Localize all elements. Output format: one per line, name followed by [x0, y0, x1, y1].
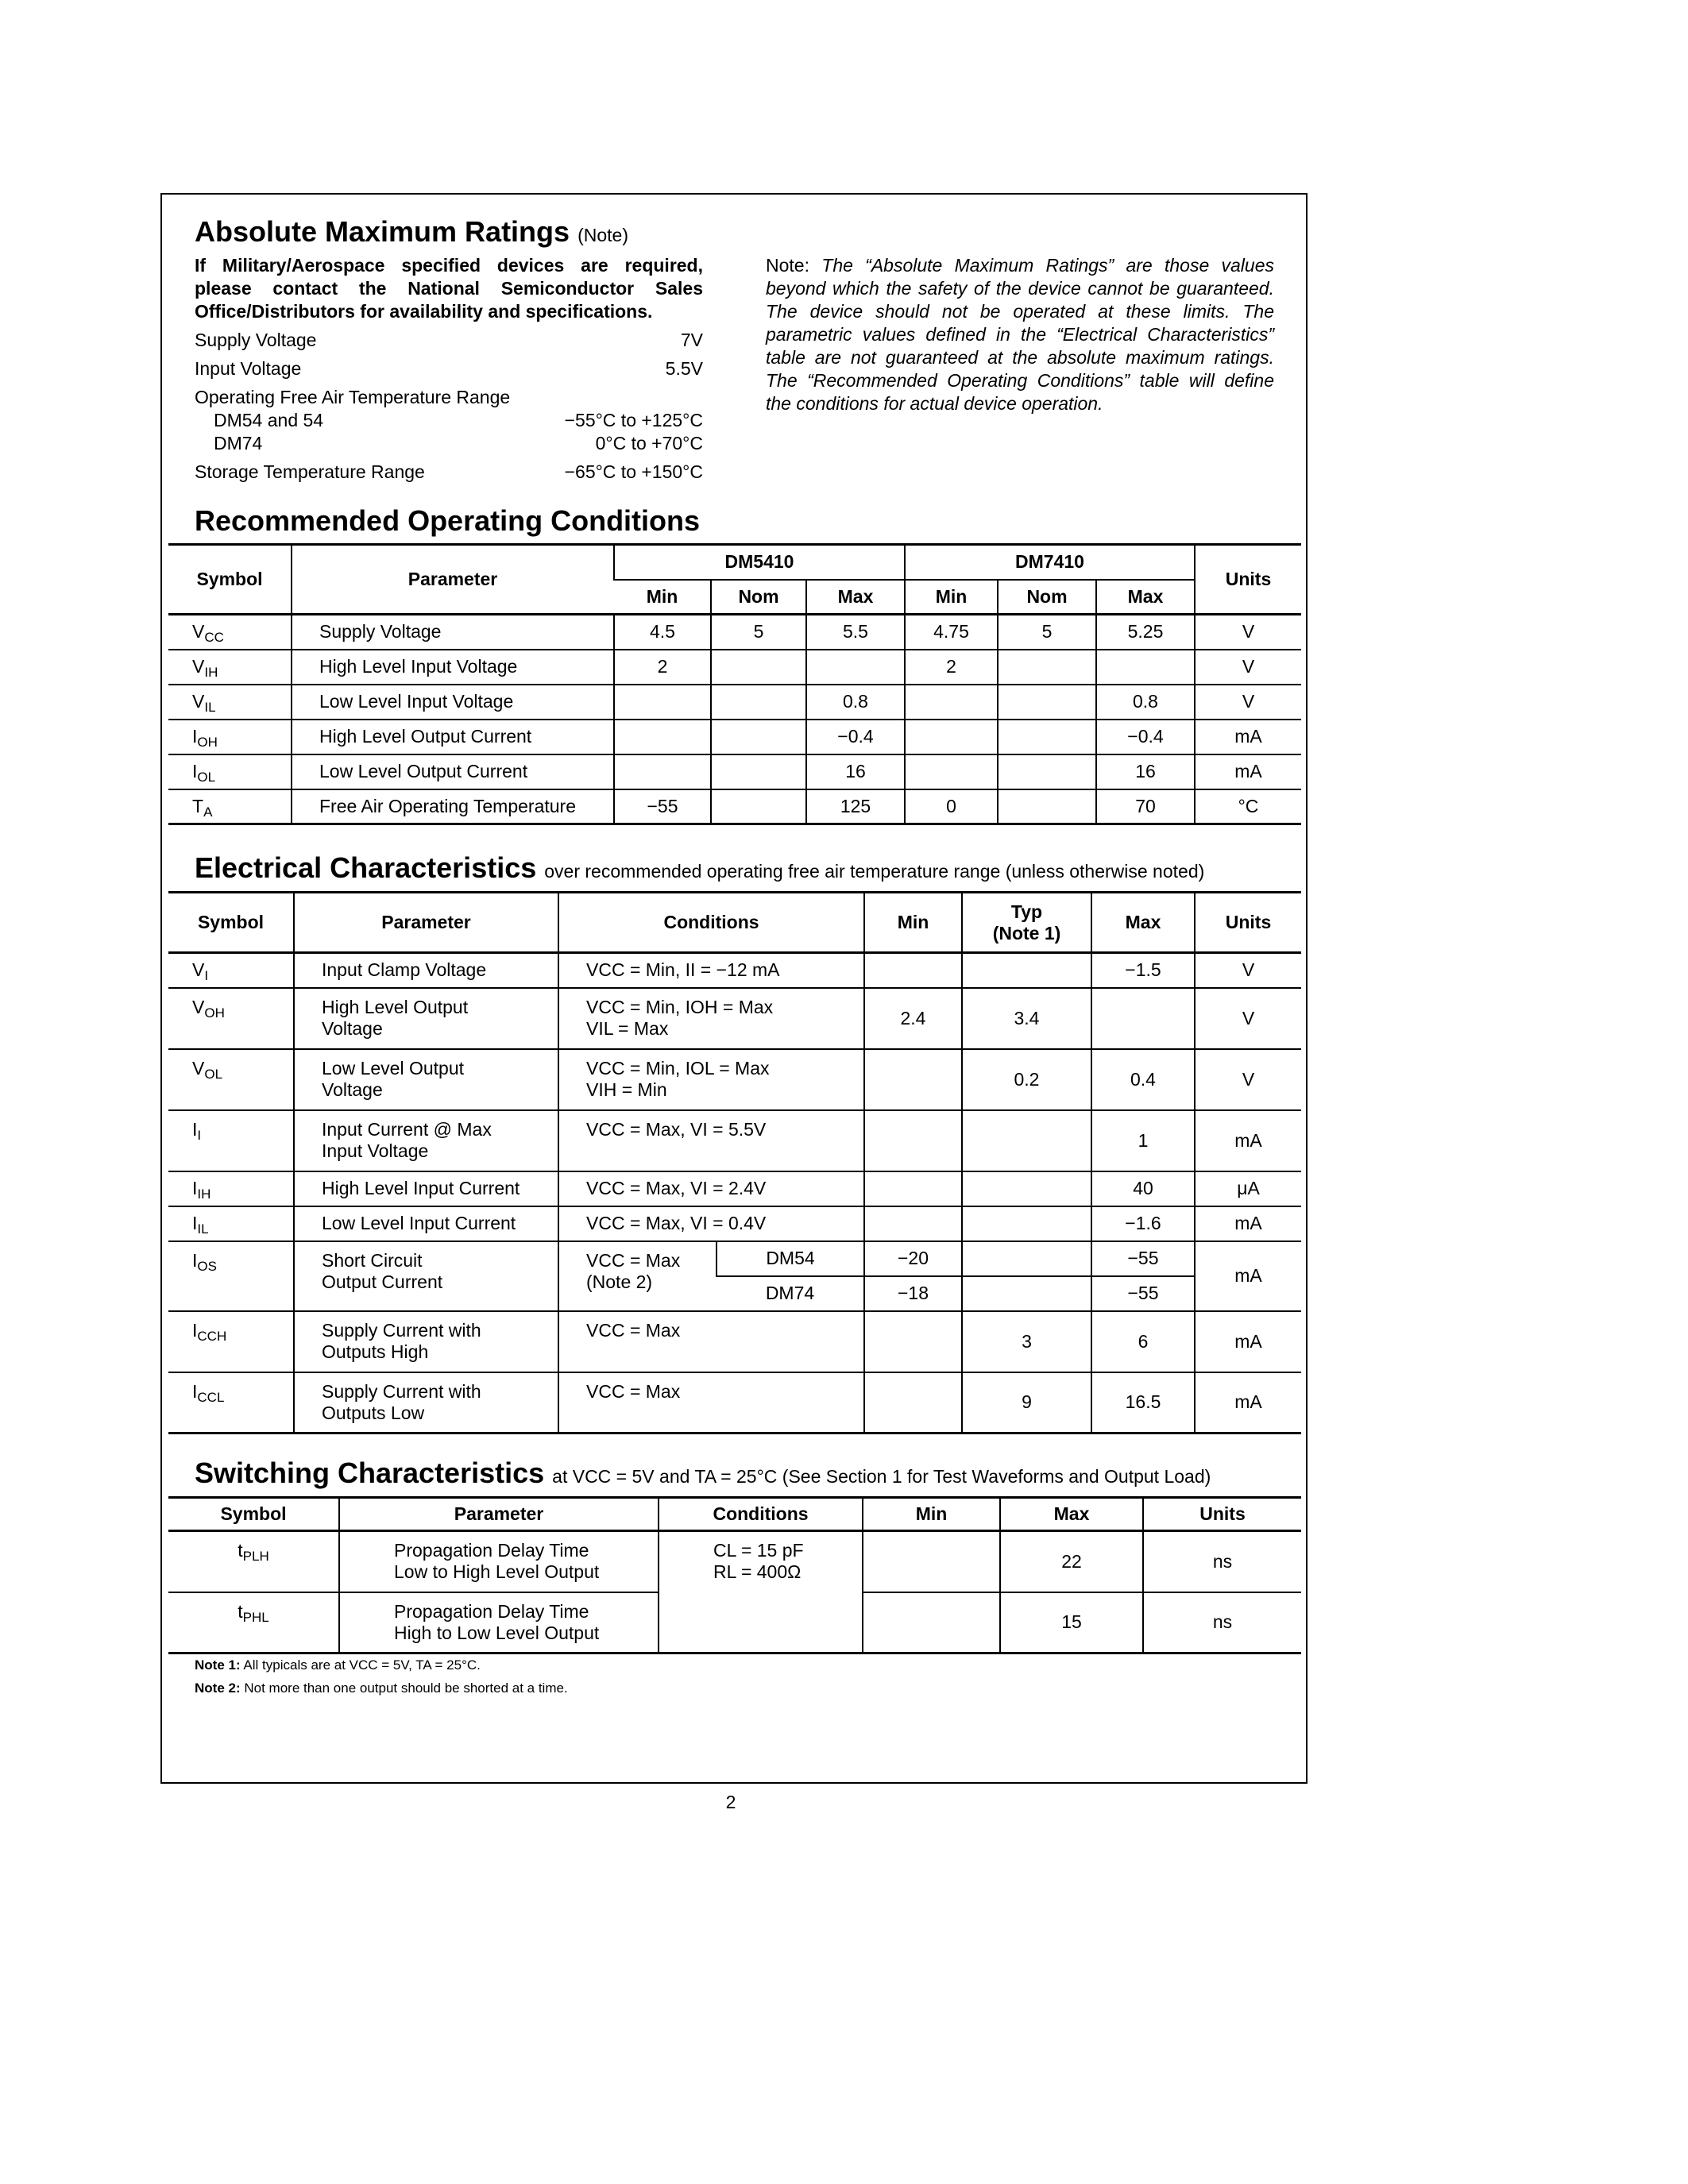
- abs-max-title-text: Absolute Maximum Ratings: [195, 215, 570, 248]
- value-cell: [998, 685, 1096, 720]
- symbol: V: [192, 1057, 205, 1078]
- typ-label: Typ: [1010, 901, 1043, 922]
- symbol: I: [192, 1319, 198, 1341]
- roc-header-nom: Nom: [711, 580, 806, 615]
- value-cell: [998, 720, 1096, 754]
- value-cell: [962, 953, 1091, 988]
- value-cell: 5: [998, 615, 1096, 650]
- value-cell: −0.4: [1096, 720, 1195, 754]
- abs-max-note: [766, 254, 1274, 415]
- param-line: Short Circuit: [322, 1249, 423, 1271]
- ec-header-typ: [962, 893, 1091, 953]
- value-cell: [962, 1206, 1091, 1241]
- device-cell: DM54: [717, 1241, 864, 1276]
- value-cell: [864, 1171, 962, 1206]
- cond-cell: VCC = Max: [558, 1311, 864, 1372]
- symbol: V: [192, 691, 205, 712]
- military-notice: If Military/Aerospace specified devices are required, please contact the National Semiconductor Sales Office/Distributors for availability and specifications.: [195, 255, 703, 322]
- ec-row-voh: [168, 988, 1301, 1049]
- typ-note: (Note 1): [992, 922, 1061, 943]
- rating-label: DM74: [214, 433, 263, 453]
- symbol-sub: CC: [204, 630, 224, 646]
- symbol-cell: [168, 789, 292, 824]
- value-cell: [614, 720, 711, 754]
- cond-line: VCC = Max: [586, 1249, 681, 1271]
- value-cell: 2: [905, 650, 998, 685]
- ec-header-conditions: Conditions: [558, 893, 864, 953]
- symbol-cell: [168, 988, 294, 1049]
- value-cell: [905, 754, 998, 789]
- symbol-cell: [168, 754, 292, 789]
- value-cell: 0.2: [962, 1049, 1091, 1110]
- value-cell: 3.4: [962, 988, 1091, 1049]
- value-cell: [962, 1241, 1091, 1276]
- rating-operating-temp: [195, 386, 703, 409]
- value-cell: −20: [864, 1241, 962, 1276]
- symbol-sub: CCH: [197, 1328, 227, 1344]
- param-cell: Supply Voltage: [292, 615, 614, 650]
- sw-header-symbol: Symbol: [168, 1498, 339, 1531]
- symbol-sub: I: [204, 968, 209, 984]
- sw-title: [195, 1457, 1211, 1492]
- ec-row-icch: [168, 1311, 1301, 1372]
- value-cell: 2: [614, 650, 711, 685]
- symbol: V: [192, 996, 205, 1017]
- cond-line: VCC = Min, IOH = Max: [586, 996, 774, 1017]
- symbol-sub: IH: [204, 665, 218, 680]
- value-cell: 16: [806, 754, 905, 789]
- roc-header-max: Max: [806, 580, 905, 615]
- symbol-cell: [168, 1171, 294, 1206]
- cond-line: CL = 15 pF: [713, 1540, 804, 1561]
- note-label: Note 1:: [195, 1657, 241, 1673]
- param-cell: [294, 1110, 558, 1171]
- value-cell: [711, 789, 806, 824]
- ec-title-text: Electrical Characteristics: [195, 851, 537, 884]
- symbol-sub: CCL: [197, 1389, 225, 1405]
- param-line: High to Low Level Output: [394, 1622, 600, 1643]
- ec-table: [168, 891, 1301, 1434]
- symbol-sub: OH: [197, 735, 218, 750]
- rating-storage-temp: [195, 461, 703, 484]
- symbol-cell: [168, 650, 292, 685]
- cond-line: VIL = Max: [586, 1017, 669, 1039]
- value-cell: [1091, 988, 1195, 1049]
- symbol-sub: OH: [204, 1005, 225, 1021]
- param-line: Low to High Level Output: [394, 1561, 600, 1582]
- value-cell: −55: [614, 789, 711, 824]
- param-cell: [294, 1049, 558, 1110]
- symbol-cell: [168, 1241, 294, 1311]
- sw-subtitle: at VCC = 5V and TA = 25°C (See Section 1 for Test Waveforms and Output Load): [552, 1466, 1211, 1487]
- value-cell: −18: [864, 1276, 962, 1311]
- note-label: Note 2:: [195, 1680, 241, 1696]
- symbol-cell: [168, 720, 292, 754]
- param-cell: [294, 1372, 558, 1433]
- cond-cell: [558, 1241, 717, 1311]
- value-cell: [864, 1372, 962, 1433]
- roc-header-min: Min: [905, 580, 998, 615]
- ec-row-iil: [168, 1206, 1301, 1241]
- cond-cell: VCC = Max, VI = 5.5V: [558, 1110, 864, 1171]
- symbol-sub: PHL: [242, 1609, 269, 1625]
- value-cell: [711, 720, 806, 754]
- roc-header-parameter: Parameter: [292, 545, 614, 615]
- value-cell: [962, 1110, 1091, 1171]
- param-line: Input Current @ Max: [322, 1118, 492, 1140]
- symbol: t: [238, 1600, 243, 1622]
- value-cell: [998, 650, 1096, 685]
- param-cell: Input Clamp Voltage: [294, 953, 558, 988]
- param-cell: [294, 1241, 558, 1311]
- value-cell: [998, 754, 1096, 789]
- symbol-cell: [168, 953, 294, 988]
- rating-value: 7V: [680, 330, 703, 350]
- ec-row-ios-dm54: [168, 1241, 1301, 1276]
- notes: [195, 1653, 568, 1700]
- value-cell: 0.8: [806, 685, 905, 720]
- units-cell: mA: [1195, 1311, 1301, 1372]
- param-cell: High Level Output Current: [292, 720, 614, 754]
- value-cell: 0.4: [1091, 1049, 1195, 1110]
- symbol-cell: [168, 1110, 294, 1171]
- value-cell: 5.5: [806, 615, 905, 650]
- param-line: Voltage: [322, 1017, 383, 1039]
- value-cell: [864, 1206, 962, 1241]
- roc-title: Recommended Operating Conditions: [195, 504, 701, 537]
- symbol-sub: OS: [197, 1258, 217, 1274]
- roc-table: [168, 543, 1301, 825]
- roc-row-vcc: [168, 615, 1301, 650]
- ec-header-units: Units: [1195, 893, 1301, 953]
- param-line: Low Level Output: [322, 1057, 465, 1078]
- rating-supply-voltage: [195, 329, 703, 357]
- roc-header-nom: Nom: [998, 580, 1096, 615]
- note-text: The “Absolute Maximum Ratings” are those values beyond which the safety of the device cannot be guaranteed. The device should not be operated at these limits. The parametric values defined in the “Electrical Characteristics” table are not guaranteed at the absolute maximum ratings. The “Recommended Operating Conditions” table will define the conditions for actual device operation.: [766, 255, 1275, 414]
- symbol-sub: IH: [197, 1187, 211, 1202]
- value-cell: 16.5: [1091, 1372, 1195, 1433]
- param-line: Input Voltage: [322, 1140, 429, 1161]
- sw-header-parameter: Parameter: [339, 1498, 659, 1531]
- roc-header-symbol: Symbol: [168, 545, 292, 615]
- rating-value: 5.5V: [665, 358, 703, 379]
- value-cell: [1096, 650, 1195, 685]
- rating-dm54: [195, 409, 703, 432]
- param-line: Voltage: [322, 1078, 383, 1100]
- value-cell: −1.6: [1091, 1206, 1195, 1241]
- param-cell: High Level Input Current: [294, 1171, 558, 1206]
- symbol-cell: [168, 1372, 294, 1433]
- value-cell: 4.75: [905, 615, 998, 650]
- value-cell: −55: [1091, 1241, 1195, 1276]
- symbol-cell: [168, 1049, 294, 1110]
- units-cell: V: [1195, 685, 1301, 720]
- units-cell: V: [1195, 615, 1301, 650]
- value-cell: [962, 1171, 1091, 1206]
- note-text: Not more than one output should be shorted at a time.: [244, 1680, 568, 1696]
- value-cell: [864, 1049, 962, 1110]
- value-cell: 125: [806, 789, 905, 824]
- ec-row-ii: [168, 1110, 1301, 1171]
- symbol: I: [192, 726, 198, 747]
- rating-input-voltage: [195, 357, 703, 386]
- roc-header-units: Units: [1195, 545, 1301, 615]
- roc-row-iol: [168, 754, 1301, 789]
- sw-header-conditions: Conditions: [659, 1498, 863, 1531]
- ec-row-vi: [168, 953, 1301, 988]
- symbol: I: [192, 1213, 198, 1233]
- sw-header-units: Units: [1143, 1498, 1301, 1531]
- cond-cell: [659, 1531, 863, 1653]
- cond-cell: VCC = Max, VI = 0.4V: [558, 1206, 864, 1241]
- sw-title-text: Switching Characteristics: [195, 1457, 545, 1489]
- ec-title: [195, 852, 1204, 887]
- param-line: Supply Current with: [322, 1380, 481, 1402]
- rating-value: −65°C to +150°C: [564, 461, 703, 482]
- value-cell: 0.8: [1096, 685, 1195, 720]
- symbol: I: [192, 761, 198, 781]
- symbol: I: [192, 1178, 198, 1198]
- symbol-cell: [168, 615, 292, 650]
- units-cell: mA: [1195, 1372, 1301, 1433]
- value-cell: 40: [1091, 1171, 1195, 1206]
- param-line: High Level Output: [322, 996, 469, 1017]
- rating-label: Storage Temperature Range: [195, 461, 425, 482]
- value-cell: 16: [1096, 754, 1195, 789]
- units-cell: ns: [1143, 1592, 1301, 1653]
- param-line: Supply Current with: [322, 1319, 481, 1341]
- value-cell: 1: [1091, 1110, 1195, 1171]
- units-cell: mA: [1195, 754, 1301, 789]
- param-line: Output Current: [322, 1271, 443, 1292]
- param-line: Outputs High: [322, 1341, 429, 1362]
- symbol-sub: PLH: [242, 1549, 269, 1564]
- roc-header-min: Min: [614, 580, 711, 615]
- symbol-sub: A: [203, 804, 213, 820]
- symbol-cell: [168, 1592, 339, 1653]
- param-cell: [294, 988, 558, 1049]
- roc-header-dm5410: DM5410: [614, 545, 905, 580]
- value-cell: 15: [1000, 1592, 1143, 1653]
- cond-line: RL = 400Ω: [713, 1561, 802, 1582]
- symbol: V: [192, 621, 205, 642]
- rating-label: Input Voltage: [195, 358, 302, 379]
- ec-header-symbol: Symbol: [168, 893, 294, 953]
- param-cell: High Level Input Voltage: [292, 650, 614, 685]
- value-cell: 2.4: [864, 988, 962, 1049]
- ec-row-vol: [168, 1049, 1301, 1110]
- value-cell: 0: [905, 789, 998, 824]
- symbol-sub: IL: [204, 700, 216, 715]
- symbol: V: [192, 959, 205, 981]
- roc-row-vih: [168, 650, 1301, 685]
- symbol: V: [192, 656, 205, 677]
- symbol-sub: OL: [197, 770, 216, 785]
- ec-row-iih: [168, 1171, 1301, 1206]
- note-1: [195, 1653, 568, 1677]
- page-number: 2: [725, 1792, 736, 1812]
- roc-row-ioh: [168, 720, 1301, 754]
- value-cell: [864, 1311, 962, 1372]
- units-cell: mA: [1195, 1241, 1301, 1311]
- value-cell: [711, 650, 806, 685]
- symbol-cell: [168, 685, 292, 720]
- rating-value: 0°C to +70°C: [595, 433, 703, 453]
- value-cell: −1.5: [1091, 953, 1195, 988]
- roc-header-dm7410: DM7410: [905, 545, 1195, 580]
- units-cell: V: [1195, 953, 1301, 988]
- symbol: T: [192, 795, 204, 816]
- value-cell: [863, 1592, 1000, 1653]
- sw-header-min: Min: [863, 1498, 1000, 1531]
- ratings-list: [195, 329, 703, 484]
- abs-max-title-note: (Note): [577, 225, 628, 245]
- units-cell: V: [1195, 1049, 1301, 1110]
- value-cell: [711, 685, 806, 720]
- symbol-cell: [168, 1311, 294, 1372]
- rating-dm74: [195, 432, 703, 461]
- cond-cell: [558, 988, 864, 1049]
- units-cell: μA: [1195, 1171, 1301, 1206]
- rating-value: −55°C to +125°C: [564, 410, 703, 430]
- param-cell: Free Air Operating Temperature: [292, 789, 614, 824]
- note-label: Note:: [766, 255, 809, 276]
- param-cell: [339, 1531, 659, 1592]
- roc-header-max: Max: [1096, 580, 1195, 615]
- units-cell: ns: [1143, 1531, 1301, 1592]
- value-cell: [864, 1110, 962, 1171]
- value-cell: [905, 720, 998, 754]
- roc-row-vil: [168, 685, 1301, 720]
- symbol: t: [238, 1540, 243, 1561]
- param-cell: [294, 1311, 558, 1372]
- units-cell: mA: [1195, 1206, 1301, 1241]
- ec-row-iccl: [168, 1372, 1301, 1433]
- cond-cell: VCC = Max: [558, 1372, 864, 1433]
- abs-max-title: [195, 216, 628, 251]
- symbol: I: [192, 1380, 198, 1402]
- value-cell: 3: [962, 1311, 1091, 1372]
- cond-line: VIH = Min: [586, 1078, 667, 1100]
- units-cell: V: [1195, 988, 1301, 1049]
- value-cell: [614, 754, 711, 789]
- value-cell: 5.25: [1096, 615, 1195, 650]
- sw-row-tplh: [168, 1531, 1301, 1592]
- value-cell: [962, 1276, 1091, 1311]
- value-cell: [905, 685, 998, 720]
- value-cell: 6: [1091, 1311, 1195, 1372]
- cond-cell: VCC = Max, VI = 2.4V: [558, 1171, 864, 1206]
- value-cell: −55: [1091, 1276, 1195, 1311]
- rating-label: Operating Free Air Temperature Range: [195, 387, 511, 407]
- param-cell: Low Level Input Current: [294, 1206, 558, 1241]
- value-cell: 9: [962, 1372, 1091, 1433]
- symbol-sub: I: [197, 1127, 202, 1143]
- value-cell: −0.4: [806, 720, 905, 754]
- ec-header-parameter: Parameter: [294, 893, 558, 953]
- symbol-sub: OL: [204, 1066, 223, 1082]
- symbol-cell: [168, 1531, 339, 1592]
- cond-cell: [558, 1049, 864, 1110]
- value-cell: 4.5: [614, 615, 711, 650]
- value-cell: [711, 754, 806, 789]
- rating-label: DM54 and 54: [214, 410, 324, 430]
- sw-header-max: Max: [1000, 1498, 1143, 1531]
- value-cell: [614, 685, 711, 720]
- note-text: All typicals are at VCC = 5V, TA = 25°C.: [243, 1657, 481, 1673]
- symbol: I: [192, 1118, 198, 1140]
- roc-row-ta: [168, 789, 1301, 824]
- value-cell: [998, 789, 1096, 824]
- param-line: Propagation Delay Time: [394, 1540, 589, 1561]
- sw-table: [168, 1496, 1301, 1654]
- units-cell: °C: [1195, 789, 1301, 824]
- value-cell: [864, 953, 962, 988]
- value-cell: 70: [1096, 789, 1195, 824]
- param-line: Propagation Delay Time: [394, 1600, 589, 1622]
- ec-header-max: Max: [1091, 893, 1195, 953]
- ec-subtitle: over recommended operating free air temperature range (unless otherwise noted): [544, 861, 1205, 882]
- ec-header-min: Min: [864, 893, 962, 953]
- symbol-cell: [168, 1206, 294, 1241]
- note-2: [195, 1677, 568, 1700]
- cond-cell: VCC = Min, II = −12 mA: [558, 953, 864, 988]
- param-cell: [339, 1592, 659, 1653]
- value-cell: 22: [1000, 1531, 1143, 1592]
- units-cell: mA: [1195, 720, 1301, 754]
- symbol-sub: IL: [197, 1221, 209, 1237]
- cond-line: (Note 2): [586, 1271, 653, 1292]
- device-cell: DM74: [717, 1276, 864, 1311]
- symbol: I: [192, 1249, 198, 1271]
- value-cell: 5: [711, 615, 806, 650]
- value-cell: [806, 650, 905, 685]
- param-cell: Low Level Input Voltage: [292, 685, 614, 720]
- rating-label: Supply Voltage: [195, 330, 317, 350]
- param-cell: Low Level Output Current: [292, 754, 614, 789]
- cond-line: VCC = Min, IOL = Max: [586, 1057, 770, 1078]
- units-cell: mA: [1195, 1110, 1301, 1171]
- param-line: Outputs Low: [322, 1402, 425, 1423]
- value-cell: [863, 1531, 1000, 1592]
- units-cell: V: [1195, 650, 1301, 685]
